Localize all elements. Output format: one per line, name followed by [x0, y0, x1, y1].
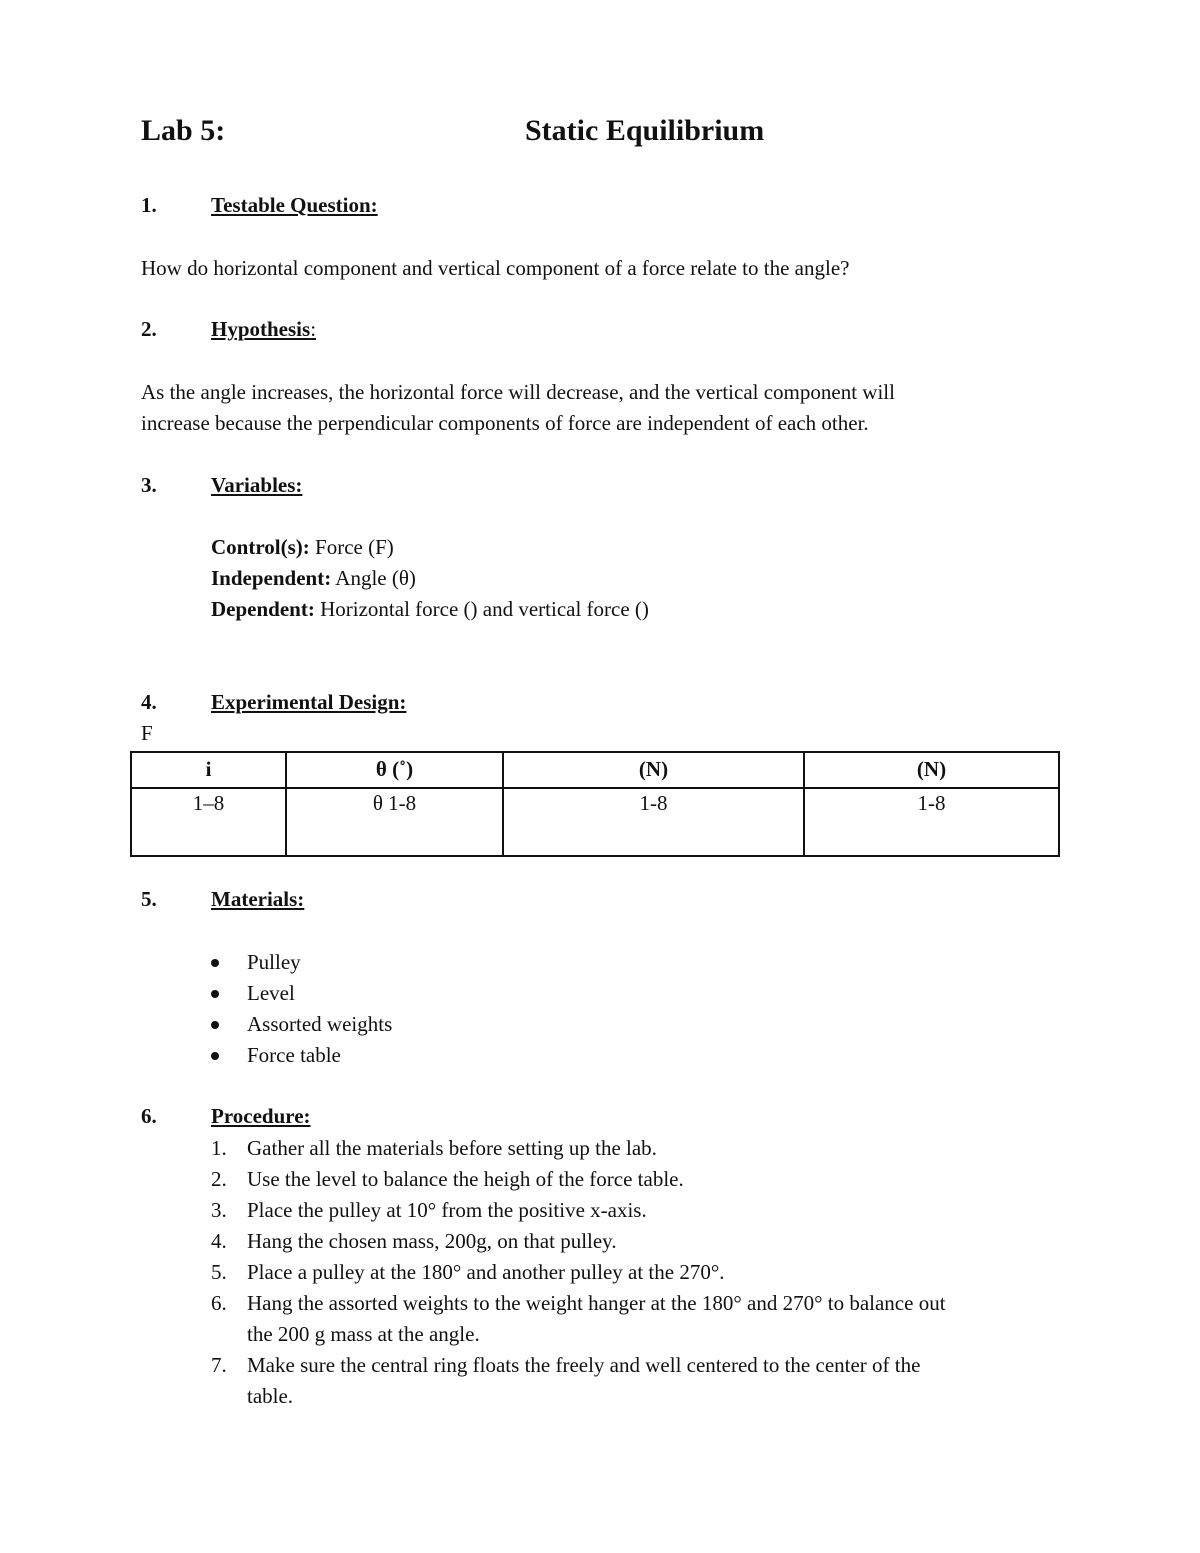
material-label: Pulley	[247, 950, 301, 974]
section-4-number: 4.	[141, 690, 157, 714]
lab-number: Lab 5:	[141, 114, 226, 147]
step-text: Hang the assorted weights to the weight hanger at the 180° and 270° to balance out	[247, 1291, 946, 1315]
section-6-heading: Procedure:	[211, 1104, 311, 1128]
section-3-number: 3.	[141, 473, 157, 497]
hypothesis-line-1: As the angle increases, the horizontal force will decrease, and the vertical component will	[141, 380, 895, 404]
material-label: Level	[247, 981, 295, 1005]
step-number: 5.	[211, 1260, 227, 1284]
step-text: Make sure the central ring floats the freely and well centered to the center of the	[247, 1353, 921, 1377]
table-row	[131, 788, 1059, 856]
hypothesis-label: Hypothesis	[211, 317, 311, 341]
step-text-continued: the 200 g mass at the angle.	[247, 1322, 480, 1346]
section-6-number: 6.	[141, 1104, 157, 1128]
table-header-row	[131, 752, 1059, 788]
step-number: 3.	[211, 1198, 227, 1222]
experimental-design-table	[130, 751, 1060, 857]
variable-independent	[211, 563, 416, 594]
step-number: 4.	[211, 1229, 227, 1253]
variable-dependent-value: Horizontal force () and vertical force ()	[314, 597, 649, 621]
bullet-icon	[211, 990, 219, 998]
step-number: 7.	[211, 1353, 227, 1377]
variable-independent-value: Angle (θ)	[331, 566, 416, 590]
table-cell: 1–8	[131, 788, 286, 856]
testable-question-text: How do horizontal component and vertical component of a force relate to the angle?	[141, 256, 850, 280]
step-text: Place the pulley at 10° from the positive x-axis.	[247, 1198, 647, 1222]
design-note: F	[141, 721, 153, 745]
variable-control-label: Control(s):	[211, 535, 310, 559]
variable-control-value: Force (F)	[309, 535, 394, 559]
table-cell: 1-8	[804, 788, 1059, 856]
step-number: 2.	[211, 1167, 227, 1191]
hypothesis-line-2: increase because the perpendicular components of force are independent of each other.	[141, 411, 869, 435]
section-3-heading: Variables:	[211, 473, 303, 497]
table-cell: θ 1-8	[286, 788, 503, 856]
section-4-heading: Experimental Design:	[211, 690, 407, 714]
bullet-icon	[211, 1052, 219, 1060]
variable-dependent-label: Dependent:	[211, 597, 315, 621]
variable-independent-label: Independent:	[211, 566, 332, 590]
table-header-cell: (N)	[503, 752, 804, 788]
page-title: Static Equilibrium	[525, 114, 765, 147]
section-1-number: 1.	[141, 193, 157, 217]
table-header-cell: θ (˚)	[286, 752, 503, 788]
bullet-icon	[211, 1021, 219, 1029]
variable-dependent	[211, 594, 649, 625]
material-label: Assorted weights	[247, 1012, 393, 1036]
table-header-cell: i	[131, 752, 286, 788]
section-5-heading: Materials:	[211, 887, 305, 911]
table-header-cell: (N)	[804, 752, 1059, 788]
section-1-heading: Testable Question:	[211, 193, 378, 217]
step-text: Hang the chosen mass, 200g, on that pulley.	[247, 1229, 617, 1253]
variable-control	[211, 532, 394, 563]
table-cell: 1-8	[503, 788, 804, 856]
section-5-number: 5.	[141, 887, 157, 911]
step-text: Use the level to balance the heigh of the force table.	[247, 1167, 684, 1191]
bullet-icon	[211, 959, 219, 967]
step-text: Place a pulley at the 180° and another pulley at the 270°.	[247, 1260, 725, 1284]
hypothesis-colon: :	[310, 317, 317, 341]
step-text-continued: table.	[247, 1384, 294, 1408]
step-number: 1.	[211, 1136, 227, 1160]
section-2-number: 2.	[141, 317, 157, 341]
step-number: 6.	[211, 1291, 227, 1315]
section-2-heading	[211, 317, 316, 342]
step-text: Gather all the materials before setting up the lab.	[247, 1136, 657, 1160]
material-label: Force table	[247, 1043, 341, 1067]
